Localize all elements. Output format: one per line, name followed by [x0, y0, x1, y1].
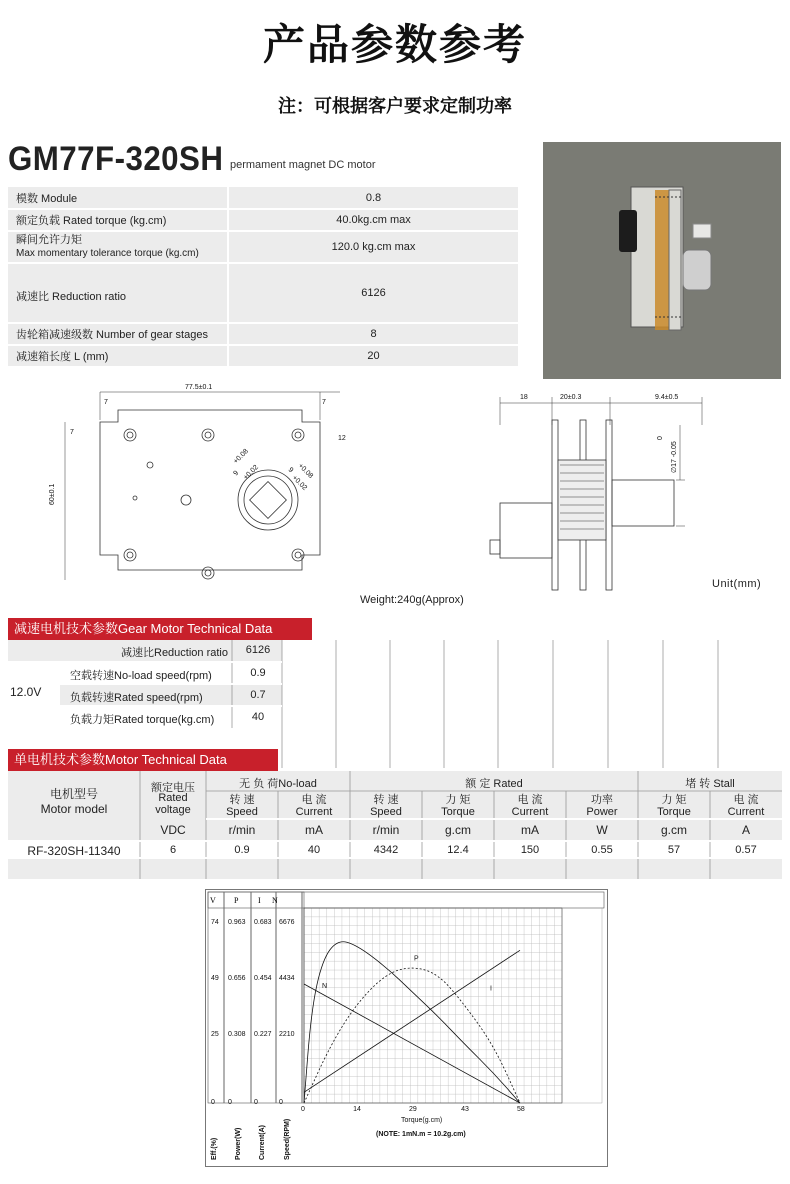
chart-x-ticks: [301, 1106, 525, 1113]
series-p-line: [304, 968, 520, 1103]
spec-label: 额定负载 Rated torque (kg.cm): [8, 209, 228, 231]
x-tick-label: 43: [461, 1106, 469, 1113]
sub-header-cn: 电 流: [301, 794, 327, 806]
spec-value: 8: [228, 323, 518, 345]
unit-cell: A: [741, 823, 750, 837]
scale-tick: 0: [228, 1099, 232, 1106]
sub-header-cn: 功率: [591, 794, 613, 806]
axis-name: Current(A): [259, 1125, 266, 1160]
side-dim-20: 20±0.3: [560, 394, 582, 401]
chart-note: (NOTE: 1mN.m = 10.2g.cm): [376, 1131, 466, 1138]
scale-tick: 4434: [279, 975, 295, 982]
unit-cell: g.cm: [444, 823, 471, 837]
gear-row-label: 负载转速Rated speed(rpm): [70, 692, 203, 704]
value-cell: 4342: [373, 844, 399, 856]
gear-row-label: 减速比Reduction ratio: [121, 647, 228, 659]
unit-label: Unit(mm): [712, 578, 762, 590]
scale-header: N: [272, 896, 278, 905]
side-view-drawing: [480, 385, 780, 600]
scale-tick: 0: [254, 1099, 258, 1106]
product-model: GM77F-320SH: [8, 140, 224, 178]
value-cell: 0.55: [591, 844, 613, 856]
gear-row-value: 40: [251, 711, 265, 723]
unit-cell: mA: [521, 823, 539, 837]
side-dim-zero: 0: [657, 436, 664, 440]
scale-tick: 0.308: [228, 1031, 246, 1038]
performance-chart-svg: [206, 890, 607, 1166]
side-dim-94: 9.4±0.5: [655, 394, 679, 401]
scale-tick: 0.454: [254, 975, 272, 982]
scale-tick: 0: [211, 1099, 215, 1106]
chart-lines: [304, 942, 520, 1103]
sub-header-en: Power: [586, 806, 618, 818]
spec-value: 0.8: [228, 187, 518, 209]
series-eff-line: [304, 942, 520, 1103]
product-photo: [543, 142, 781, 379]
dim-f: +0.02: [290, 474, 309, 492]
x-tick-label: 29: [409, 1106, 417, 1113]
gear-row-label: 负载力矩Rated torque(kg.cm): [70, 714, 215, 726]
col-model-en: Motor model: [40, 802, 108, 816]
unit-cell: mA: [305, 823, 323, 837]
gear-row-value: 6126: [245, 644, 271, 656]
dim-height: 60±0.1: [49, 483, 56, 505]
value-cell: 0.57: [735, 844, 757, 856]
gear-row-value: 0.7: [250, 689, 266, 701]
axis-name: Eff.(%): [211, 1137, 218, 1160]
sub-header: [350, 794, 422, 818]
scale-header: V: [210, 896, 216, 905]
dim-right-12: 12: [338, 435, 346, 442]
gear-row-label: 空载转速No-load speed(rpm): [70, 670, 212, 682]
motor-data-heading: 单电机技术参数Motor Technical Data: [8, 749, 278, 771]
chart-scales: [210, 892, 302, 1160]
scale-tick: 6676: [279, 919, 295, 926]
col-voltage-cn: 额定电压: [151, 782, 195, 794]
value-cell: 40: [307, 844, 321, 856]
performance-chart: [205, 889, 608, 1167]
dim-top-7: 7: [70, 429, 74, 436]
sub-header-cn: 力 矩: [445, 794, 471, 806]
gear-motor-image: [543, 142, 781, 379]
scale-tick: 0.227: [254, 1031, 272, 1038]
dim-b: 9: [232, 469, 241, 478]
scale-tick: 0: [279, 1099, 283, 1106]
value-cell: 6: [169, 844, 177, 856]
scale-tick: 0.656: [228, 975, 246, 982]
sub-header: [206, 794, 278, 818]
sub-header-cn: 电 流: [733, 794, 759, 806]
sub-header: [566, 794, 638, 818]
sub-header: [422, 794, 494, 818]
scale-header-row: [208, 892, 604, 908]
group-rated: 额 定 Rated: [465, 778, 523, 790]
spec-value: 120.0 kg.cm max: [228, 231, 518, 263]
col-voltage-en1: Rated: [158, 792, 188, 804]
value-cell: 150: [520, 844, 540, 856]
value-cell: 0.9: [234, 844, 250, 856]
dim-right-7: 7: [322, 399, 326, 406]
series-n-label: N: [322, 982, 328, 990]
scale-header: I: [258, 896, 261, 905]
spec-row: [8, 231, 518, 263]
page-title: 产品参数参考: [262, 20, 527, 69]
series-i-label: I: [490, 985, 492, 993]
front-view-drawing: [40, 380, 370, 595]
spec-label-en: Max momentary tolerance torque (kg.cm): [16, 248, 199, 259]
scale-tick: 0.683: [254, 919, 272, 926]
customization-note: 注：可根据客户要求定制功率: [278, 96, 512, 117]
col-model-cn: 电机型号: [49, 787, 98, 801]
spec-row: [8, 263, 518, 323]
series-p-label: P: [414, 955, 419, 963]
sub-header-en: Torque: [441, 806, 475, 818]
motor-data-table: [8, 771, 782, 879]
group-noload: 无 负 荷No-load: [239, 778, 317, 790]
axis-name: Power(W): [235, 1127, 242, 1160]
side-dim-dia: ∅17 -0.05: [671, 441, 678, 473]
model-cell: RF-320SH-11340: [27, 844, 121, 858]
scale-tick: 0.963: [228, 919, 246, 926]
sub-header: [278, 794, 350, 818]
weight-label: Weight:240g(Approx): [360, 594, 464, 606]
sub-header-cn: 力 矩: [661, 794, 687, 806]
spec-label: 模数 Module: [8, 187, 228, 209]
unit-cell: W: [596, 823, 608, 837]
side-dim-18: 18: [520, 394, 528, 401]
series-i-line: [304, 950, 520, 1092]
x-tick-label: 14: [353, 1106, 361, 1113]
sub-header-en: Current: [727, 806, 765, 818]
spec-row: [8, 323, 518, 345]
value-cell: 12.4: [447, 844, 469, 856]
dim-d: 9: [286, 466, 295, 475]
dim-width: 77.5±0.1: [185, 384, 213, 391]
x-tick-label: 58: [517, 1106, 525, 1113]
sub-header-cn: 电 流: [517, 794, 543, 806]
spec-row: [8, 209, 518, 231]
spec-value: 20: [228, 345, 518, 367]
group-stall: 堵 转 Stall: [685, 778, 735, 790]
spec-value: 40.0kg.cm max: [228, 209, 518, 231]
sub-header-cn: 转 速: [229, 794, 255, 806]
unit-cell: VDC: [160, 823, 186, 837]
sub-header-en: Speed: [226, 806, 258, 818]
scale-tick: 74: [211, 919, 219, 926]
col-voltage-en2: voltage: [155, 804, 191, 816]
spec-row: [8, 187, 518, 209]
spec-table: [8, 187, 518, 368]
sub-header: [710, 794, 782, 818]
sub-header: [494, 794, 566, 818]
value-cell: 57: [667, 844, 681, 856]
scale-tick: 25: [211, 1031, 219, 1038]
gear-data-heading: 减速电机技术参数Gear Motor Technical Data: [8, 618, 312, 640]
dim-a: +0.08: [232, 447, 250, 466]
sub-header-en: Speed: [370, 806, 402, 818]
gear-voltage: 12.0V: [10, 685, 42, 699]
axis-name: Speed(RPM): [284, 1118, 291, 1160]
dim-e: +0.08: [296, 462, 315, 480]
spec-label-cn: 瞬间允许力矩: [16, 234, 82, 246]
sub-header-en: Current: [511, 806, 549, 818]
spec-label: 减速比 Reduction ratio: [8, 263, 228, 323]
unit-cell: g.cm: [660, 823, 687, 837]
scale-tick: 49: [211, 975, 219, 982]
dim-c: +0.02: [242, 463, 260, 482]
spec-value: 6126: [228, 263, 518, 323]
spec-row: [8, 345, 518, 367]
sub-header-en: Torque: [657, 806, 691, 818]
gear-row-value: 0.9: [250, 667, 266, 679]
dim-left-7: 7: [104, 399, 108, 406]
scale-header: P: [234, 896, 239, 905]
x-tick-label: 0: [301, 1106, 305, 1113]
x-axis-label: Torque(g.cm): [401, 1117, 443, 1124]
product-description: permament magnet DC motor: [230, 159, 376, 171]
unit-cell: r/min: [372, 823, 400, 837]
spec-label: 齿轮箱减速级数 Number of gear stages: [8, 323, 228, 345]
sub-header-cn: 转 速: [373, 794, 399, 806]
spec-label: 减速箱长度 L (mm): [8, 345, 228, 367]
unit-cell: r/min: [228, 823, 256, 837]
sub-header-en: Current: [295, 806, 333, 818]
scale-tick: 2210: [279, 1031, 295, 1038]
plot-extension: [562, 908, 602, 1103]
spec-label: [8, 231, 228, 263]
sub-header: [638, 794, 710, 818]
